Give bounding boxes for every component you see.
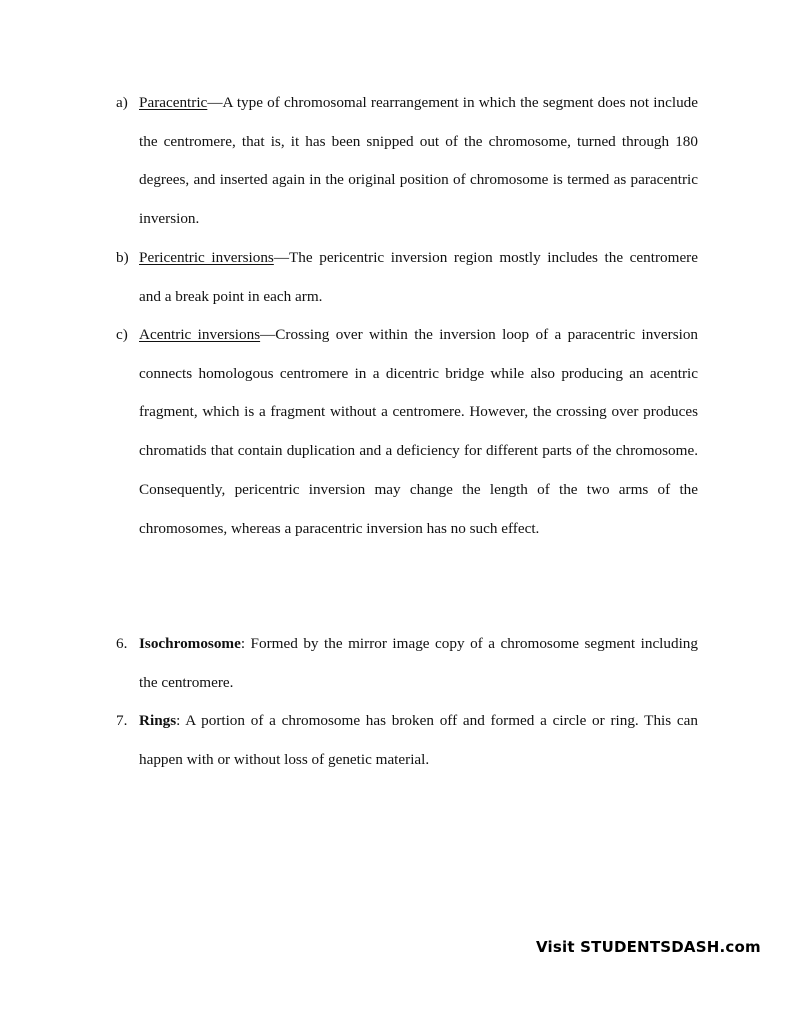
term-paracentric: Paracentric xyxy=(139,94,208,111)
list-item-rings xyxy=(116,702,698,779)
list-marker: a) xyxy=(116,94,128,111)
list-marker: c) xyxy=(116,326,128,343)
definition-text: —Crossing over within the inversion loop of a paracentric inversion connects homologous centromere in a dicentric bridge while also producing an acentric fragment, which is a fragment without a centromere. However, the crossing over produces chromatids that contain duplication and a deficiency for different parts of the chromosome. Consequently, pericentric inversion may change the length of the two arms of the chromosomes, whereas a paracentric inversion has no such effect. xyxy=(139,326,699,537)
term-rings: Rings xyxy=(139,712,177,729)
term-isochromosome: Isochromosome xyxy=(139,635,241,652)
list-item-paracentric xyxy=(116,84,698,239)
definition-text: —A type of chromosomal rearrangement in which the segment does not include the centromere, that is, it has been snipped out of the chromosome, turned through 180 degrees, and inserted again in the original position of chromosome is termed as paracentric inversion. xyxy=(139,94,698,228)
list-number: 7. xyxy=(116,712,128,729)
definition-text: : A portion of a chromosome has broken off and formed a circle or ring. This can happen with or without loss of genetic material. xyxy=(139,712,698,768)
definition-text: : Formed by the mirror image copy of a chromosome segment including the centromere. xyxy=(139,635,698,691)
definition-text: —The pericentric inversion region mostly includes the centromere and a break point in each arm. xyxy=(139,249,698,305)
term-pericentric: Pericentric inversions xyxy=(139,249,274,266)
term-acentric: Acentric inversions xyxy=(139,326,261,343)
list-item-pericentric xyxy=(116,239,698,316)
list-marker: b) xyxy=(116,249,129,266)
list-item-acentric xyxy=(116,316,698,548)
list-number: 6. xyxy=(116,635,128,652)
list-item-isochromosome xyxy=(116,625,698,702)
footer-watermark: Visit STUDENTSDASH.com xyxy=(536,938,761,956)
